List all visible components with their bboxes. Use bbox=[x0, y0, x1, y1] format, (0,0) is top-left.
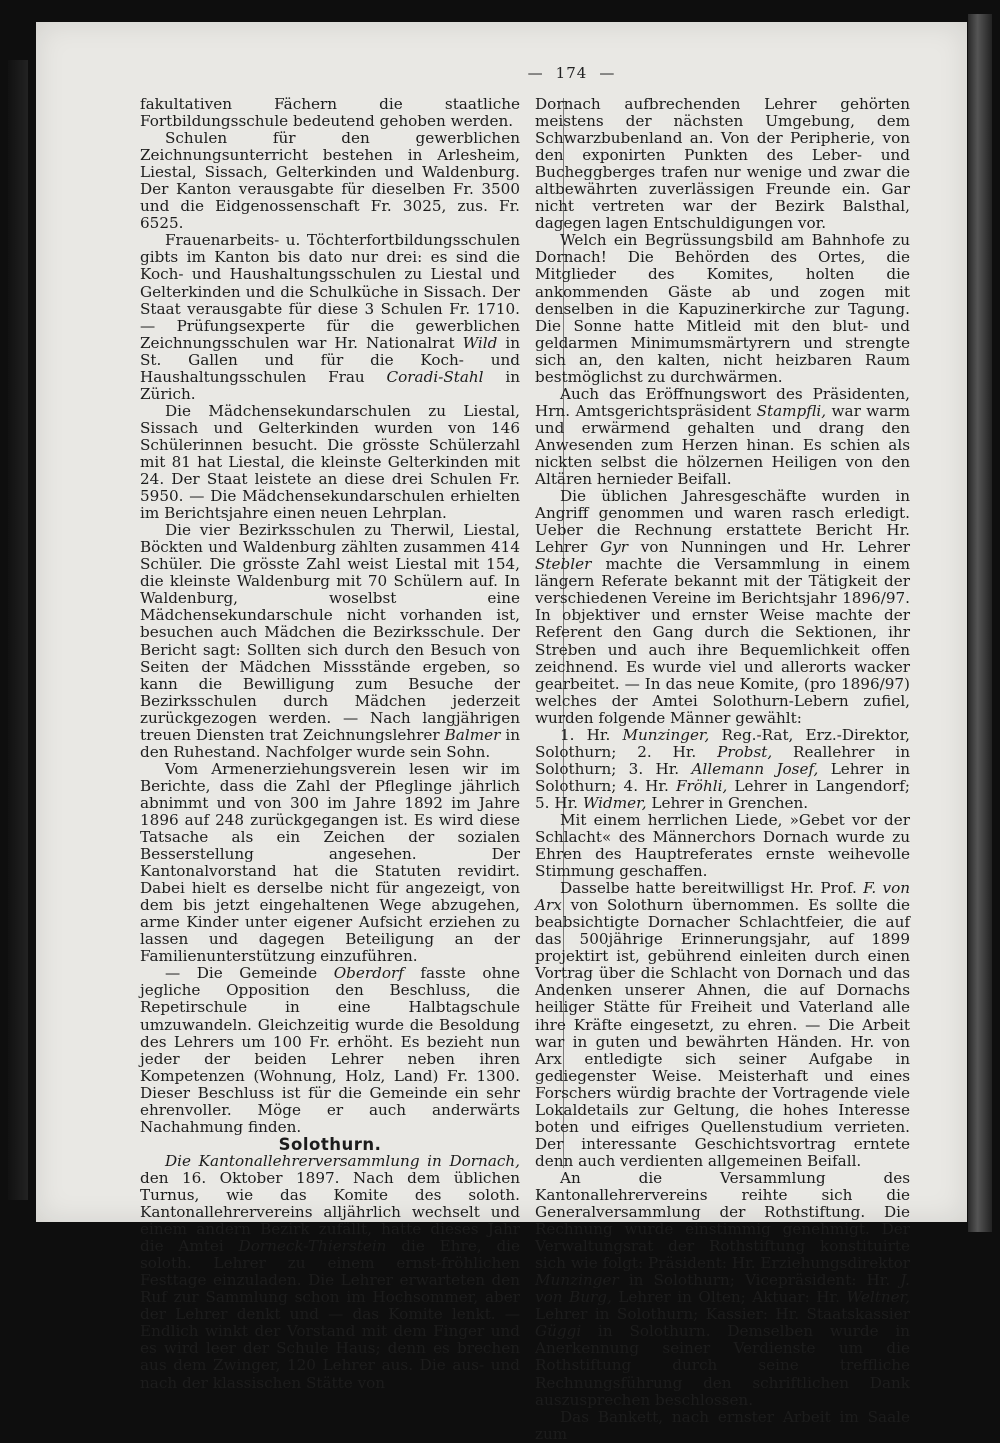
person-name: Stebler bbox=[535, 555, 592, 574]
person-name: Stampfli, bbox=[756, 401, 827, 420]
right-column bbox=[535, 96, 910, 1443]
paragraph: Das Bankett, nach ernster Arbeit im Saale zum bbox=[535, 1407, 910, 1443]
person-name: Gyr bbox=[600, 538, 629, 557]
paragraph: Schulen für den gewerblichen Zeichnungsunterricht bestehen in Arlesheim, Liestal, Sissach, Gelterkinden und Waldenburg. Der Kanton verausgabte für dieselben Fr. 3500 und die Eidgenossenschaft Fr. 3025, zus. Fr. 6525. bbox=[140, 129, 520, 233]
paragraph: Die üblichen Jahresgeschäfte wurden in Angriff genommen und waren rasch erledigt. Ueber die Rechnung erstattete Bericht Hr. Lehrer Gyr von Nunningen und Hr. Lehrer Stebler machte die Versammlung in einem längern Referate bekannt mit der Tätigkeit der verschiedenen Vereine im Berichtsjahr 1896/97. In objektiver und ernster Weise machte der Referent den Gang durch die Sektionen, ihr Streben und auch ihre Bequemlichkeit offen zeichnend. Es wurde viel und allerorts wacker gearbeitet. — In das neue Komite, (pro 1896/97) welches der Amtei Solothurn-Lebern zufiel, wurden folgende Männer gewählt: bbox=[535, 487, 911, 727]
person-name: Coradi-Stahl bbox=[386, 367, 484, 386]
page-header: — 174 — bbox=[527, 64, 616, 82]
place-name: Oberdorf bbox=[333, 964, 404, 983]
scan-right-edge bbox=[968, 14, 992, 1232]
paragraph: Welch ein Begrüssungsbild am Bahnhofe zu Dornach! Die Behörden des Ortes, die Mitglieder des Komites, holten die ankommenden Gäste ab und zogen mit denselben in die Kapuzinerkirche zur Tagung. Die Sonne hatte Mitleid mit den blut- und geldarmen Minimumsmärtyrern und strengte sich an, den kalten, nicht heizbaren Raum bestmöglichst zu durchwärmen. bbox=[535, 231, 910, 386]
section-heading: Solothurn. bbox=[278, 1134, 382, 1154]
paragraph: Die vier Bezirksschulen zu Therwil, Liestal, Böckten und Waldenburg zählten zusammen 414 Schüler. Die grösste Zahl weist Liestal mit 154, die kleinste Waldenburg mit 70 Schülern auf. In Waldenburg, woselbst eine Mädchensekundarschule nicht vorhanden ist, besuchen auch Mädchen die Bezirksschule. Der Bericht sagt: Sollten sich durch den Besuch von Seiten der Mädchen Missstände ergeben, so kann die Bewilligung zum Besuche der Bezirksschulen durch Mädchen jederzeit zurückgezogen werden. — Nach langjährigen treuen Diensten trat Zeichnungslehrer Balmer in den Ruhestand. Nachfolger wurde sein Sohn. bbox=[140, 521, 521, 761]
paragraph: Frauenarbeits- u. Töchterfortbildungsschulen gibts im Kanton bis dato nur drei: es sind die Koch- und Haushaltungsschulen zu Liestal und Gelterkinden und die Schulküche in Sissach. Der Staat verausgabte für diese 3 Schulen Fr. 1710. — Prüfungsexperte für die gewerblichen Zeichnungsschulen war Hr. Nationalrat Wild in St. Gallen und für die Koch- und Haushaltungsschulen Frau Coradi-Stahl in Zürich. bbox=[140, 231, 520, 403]
paragraph: Dornach aufbrechenden Lehrer gehörten meistens der nächsten Umgebung, dem Schwarzbubenland an. Von der Peripherie, von den exponirten Punkten des Leber- und Bucheggberges trafen nur wenige und zwar die altbewährten zuverlässigen Freunde ein. Gar nicht vertreten war der Bezirk Balsthal, dagegen lagen Entschuldigungen vor. bbox=[535, 95, 910, 233]
article-title: Die Kantonallehrerversammlung in Dornach, bbox=[165, 1151, 520, 1170]
scan-left-edge bbox=[8, 60, 28, 1200]
person-name: Wild bbox=[462, 333, 498, 352]
paragraph: Dasselbe hatte bereitwilligst Hr. Prof. F. von Arx von Solothurn übernommen. Es sollte die beabsichtigte Dornacher Schlachtfeier, die auf das 500jährige Erinnerungsjahr, auf 1899 projektirt ist, gebührend einleiten durch einen Vortrag über die Schlacht von Dornach und das Andenken unserer Ahnen, die auf Dornachs heiliger Stätte für Freiheit und Vaterland alle ihre Kräfte eingesetzt, zu ehren. — Die Arbeit war in guten und bewährten Händen. Hr. von Arx entledigte sich seiner Aufgabe in gediegenster Weise. Meisterhaft und eines Forschers würdig brachte der Vortragende viele Lokaldetails zur Geltung, die hohes Interesse boten und eifriges Quellenstudium verrieten. Der interessante Geschichtsvortrag erntete denn auch verdienten allgemeinen Beifall. bbox=[535, 879, 911, 1170]
paragraph: Die Kantonallehrerversammlung in Dornach, den 16. Oktober 1897. Nach dem üblichen Turnus, wie das Komite des soloth. Kantonallehrervereins alljährlich wechselt und einem andern Bezirk zufällt, hatte dieses Jahr die Amtei Dorneck-Thierstein die Ehre, die soloth. Lehrer zu einem ernst-fröhlichen Festtage einzuladen. Die Lehrer erwarteten den Ruf zur Sammlung schon im Hochsommer, aber der Lehrer denkt und — das Komite lenkt. — Endlich winkt der Vorstand mit dem Finger und es wird leer der Schule Haus; denn es brechen aus dem Zwinger, 120 Lehrer aus. Die aus- und nach der klassischen Stätte von bbox=[140, 1151, 521, 1392]
document-page bbox=[36, 22, 967, 1443]
left-column bbox=[140, 96, 520, 1392]
paragraph: Die Mädchensekundarschulen zu Liestal, Sissach und Gelterkinden wurden von 146 Schülerinnen besucht. Die grösste Schülerzahl mit 81 hat Liestal, die kleinste Gelterkinden mit 24. Der Staat leistete an diese drei Schulen Fr. 5950. — Die Mädchensekundarschulen erhielten im Berichtsjahre einen neuen Lehrplan. bbox=[140, 401, 520, 523]
page-number: 174 bbox=[555, 64, 588, 82]
paragraph: Mit einem herrlichen Liede, »Gebet vor der Schlacht« des Männerchors Dornach wurde zu Ehren des Hauptreferates ernste weihevolle Stimmung geschaffen. bbox=[535, 810, 910, 881]
paragraph: — Die Gemeinde Oberdorf fasste ohne jegliche Opposition den Beschluss, die Repetirschule in eine Halbtagschule umzuwandeln. Gleichzeitig wurde die Besoldung des Lehrers um 100 Fr. erhöht. Es bezieht nun jeder der beiden Lehrer neben ihren Kompetenzen (Wohnung, Holz, Land) Fr. 1300. Dieser Beschluss ist für die Gemeinde ein sehr ehrenvoller. Möge er auch anderwärts Nachahmung finden. bbox=[140, 964, 521, 1136]
paragraph: fakultativen Fächern die staatliche Fortbildungsschule bedeutend gehoben werden. bbox=[140, 95, 520, 131]
committee-list: 1. Hr. Munzinger, Reg.-Rat, Erz.-Direktor, Solothurn; 2. Hr. Probst, Reallehrer in Solothurn; 3. Hr. Allemann Josef, Lehrer in Solothurn; 4. Hr. Fröhli, Lehrer in Langendorf; 5. Hr. Widmer, Lehrer in Grenchen. bbox=[535, 725, 911, 812]
person-name: F. von Arx bbox=[535, 879, 910, 915]
place-name: Dorneck-Thierstein bbox=[238, 1237, 387, 1256]
person-name: Balmer bbox=[444, 725, 501, 744]
paragraph: Auch das Eröffnungswort des Präsidenten, Hrn. Amtsgerichtspräsident Stampfli, war warm und erwärmend gehalten und drang den Anwesenden zum Herzen hinan. Es schien als nickten selbst die hölzernen Heiligen von den Altären hernieder Beifall. bbox=[535, 384, 911, 489]
paragraph: An die Versammlung des Kantonallehrervereins reihte sich die Generalversammlung der Rothstiftung. Die Rechnung wurde einstimmig genehmigt. Der Verwaltungsrat der Rothstiftung konstituirte sich wie folgt: Präsident: Hr. Erziehungsdirektor Munzinger in Solothurn; Vicepräsident: Hr. J. von Burg, Lehrer in Olten; Aktuar: Hr. Weltner, Lehrer in Solothurn; Kassier: Hr. Staatskassier Güggi in Solothurn. Demselben wurde in Anerkennung seiner Verdienste um die Rothstiftung durch seine treffliche Rechnungsführung den schriftlichen Dank auszusprechen beschlossen. bbox=[535, 1168, 911, 1409]
paragraph: Vom Armenerziehungsverein lesen wir im Berichte, dass die Zahl der Pfleglinge jährlich abnimmt und von 300 im Jahre 1892 im Jahre 1896 auf 248 zurückgegangen ist. Es wird diese Tatsache als ein Zeichen der sozialen Besserstellung angesehen. Der Kantonalvorstand hat die Statuten revidirt. Dabei hielt es derselbe nicht für angezeigt, von dem bis jetzt eingehaltenen Wege abzugehen, arme Kinder unter eigener Aufsicht erziehen zu lassen und dagegen Beteiligung an der Familienunterstützung einzuführen. bbox=[140, 759, 520, 966]
